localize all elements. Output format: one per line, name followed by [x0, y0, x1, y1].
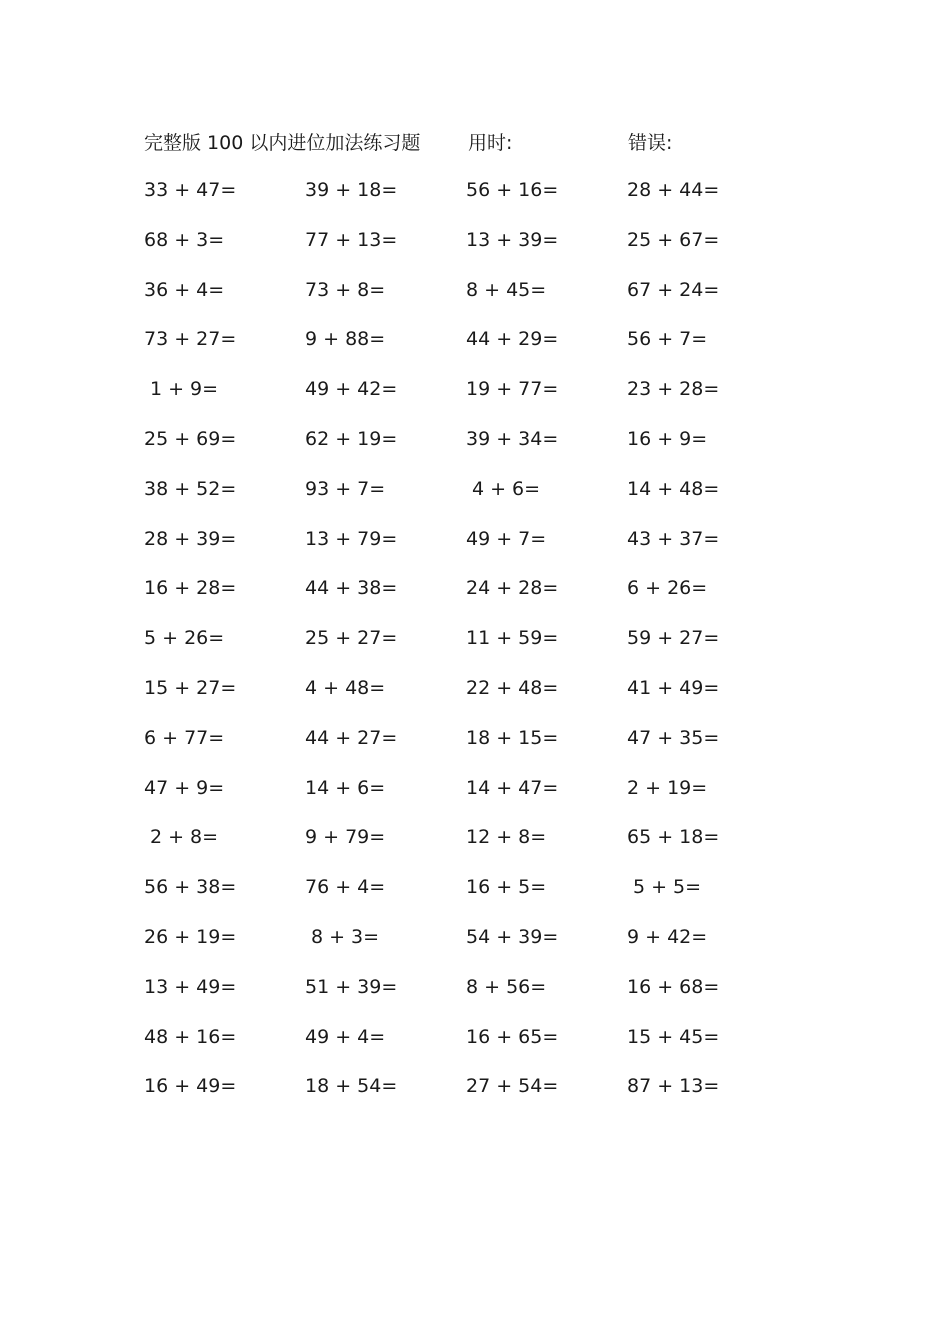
addition-problem: 12 + 8= [466, 826, 547, 849]
problem-row [0, 276, 950, 326]
addition-problem: 38 + 52= [144, 477, 237, 500]
addition-problem: 77 + 13= [305, 228, 398, 251]
addition-problem: 6 + 26= [627, 577, 708, 600]
addition-problem: 16 + 9= [627, 427, 708, 450]
addition-problem: 26 + 19= [144, 925, 237, 948]
problem-row [0, 674, 950, 724]
addition-problem: 44 + 29= [466, 328, 559, 351]
addition-problem: 6 + 77= [144, 726, 225, 749]
addition-problem: 47 + 9= [144, 776, 225, 799]
addition-problem: 73 + 27= [144, 328, 237, 351]
addition-problem: 4 + 48= [305, 676, 386, 699]
problem-row [0, 724, 950, 774]
addition-problem: 39 + 18= [305, 179, 398, 201]
addition-problem: 18 + 54= [305, 1075, 398, 1098]
addition-problem: 16 + 49= [144, 1075, 237, 1098]
addition-problem: 24 + 28= [466, 577, 559, 600]
addition-problem: 51 + 39= [305, 975, 398, 998]
addition-problem: 48 + 16= [144, 1025, 237, 1048]
addition-problem: 4 + 6= [471, 477, 541, 500]
problem-row [0, 176, 950, 226]
addition-problem: 59 + 27= [627, 627, 720, 650]
addition-problem: 5 + 26= [144, 627, 225, 650]
problem-row [0, 973, 950, 1023]
addition-problem: 16 + 68= [627, 975, 720, 998]
addition-problem: 14 + 6= [305, 776, 386, 799]
addition-problem: 44 + 27= [305, 726, 398, 749]
problem-row [0, 425, 950, 475]
addition-problem: 62 + 19= [305, 427, 398, 450]
addition-problem: 14 + 48= [627, 477, 720, 500]
addition-problem: 49 + 42= [305, 378, 398, 401]
addition-problem: 23 + 28= [627, 378, 720, 401]
addition-problem: 49 + 4= [305, 1025, 386, 1048]
addition-problem: 16 + 28= [144, 577, 237, 600]
problem-row [0, 525, 950, 575]
addition-problem: 13 + 79= [305, 527, 398, 550]
addition-problem: 36 + 4= [144, 278, 225, 301]
problem-row [0, 923, 950, 973]
problem-row [0, 774, 950, 824]
addition-problem: 8 + 3= [310, 925, 380, 948]
addition-problem: 54 + 39= [466, 925, 559, 948]
addition-problem: 1 + 9= [149, 378, 219, 401]
addition-problem: 16 + 5= [466, 876, 547, 899]
problem-row [0, 375, 950, 425]
problem-row [0, 325, 950, 375]
problem-row [0, 1072, 950, 1122]
problem-row [0, 1023, 950, 1073]
addition-problem: 9 + 88= [305, 328, 386, 351]
addition-problem: 39 + 34= [466, 427, 559, 450]
problem-row [0, 624, 950, 674]
addition-problem: 49 + 7= [466, 527, 547, 550]
addition-problem: 68 + 3= [144, 228, 225, 251]
addition-problem: 65 + 18= [627, 826, 720, 849]
addition-problem: 16 + 65= [466, 1025, 559, 1048]
addition-problem: 9 + 42= [627, 925, 708, 948]
addition-problem: 14 + 47= [466, 776, 559, 799]
problem-row [0, 475, 950, 525]
addition-problem: 15 + 45= [627, 1025, 720, 1048]
addition-problem: 41 + 49= [627, 676, 720, 699]
addition-problem: 13 + 49= [144, 975, 237, 998]
addition-problem: 11 + 59= [466, 627, 559, 650]
addition-problem: 28 + 44= [627, 179, 720, 201]
worksheet-title: 完整版 100 以内进位加法练习题 [144, 132, 421, 154]
addition-problem: 56 + 7= [627, 328, 708, 351]
addition-problem: 22 + 48= [466, 676, 559, 699]
addition-problem: 15 + 27= [144, 676, 237, 699]
problem-row [0, 823, 950, 873]
problem-grid [0, 176, 950, 1122]
addition-problem: 18 + 15= [466, 726, 559, 749]
addition-problem: 28 + 39= [144, 527, 237, 550]
addition-problem: 56 + 16= [466, 179, 559, 201]
addition-problem: 2 + 8= [149, 826, 219, 849]
addition-problem: 5 + 5= [632, 876, 702, 899]
addition-problem: 93 + 7= [305, 477, 386, 500]
addition-problem: 44 + 38= [305, 577, 398, 600]
addition-problem: 73 + 8= [305, 278, 386, 301]
addition-problem: 87 + 13= [627, 1075, 720, 1098]
addition-problem: 76 + 4= [305, 876, 386, 899]
addition-problem: 27 + 54= [466, 1075, 559, 1098]
error-label: 错误: [628, 132, 673, 154]
addition-problem: 25 + 69= [144, 427, 237, 450]
addition-problem: 47 + 35= [627, 726, 720, 749]
addition-problem: 2 + 19= [627, 776, 708, 799]
addition-problem: 19 + 77= [466, 378, 559, 401]
problem-row [0, 873, 950, 923]
addition-problem: 33 + 47= [144, 179, 237, 201]
addition-problem: 9 + 79= [305, 826, 386, 849]
addition-problem: 13 + 39= [466, 228, 559, 251]
addition-problem: 25 + 67= [627, 228, 720, 251]
addition-problem: 8 + 45= [466, 278, 547, 301]
worksheet-header [0, 128, 950, 156]
addition-problem: 25 + 27= [305, 627, 398, 650]
problem-row [0, 226, 950, 276]
addition-problem: 67 + 24= [627, 278, 720, 301]
addition-problem: 56 + 38= [144, 876, 237, 899]
addition-problem: 8 + 56= [466, 975, 547, 998]
addition-problem: 43 + 37= [627, 527, 720, 550]
problem-row [0, 574, 950, 624]
time-label: 用时: [468, 132, 513, 154]
